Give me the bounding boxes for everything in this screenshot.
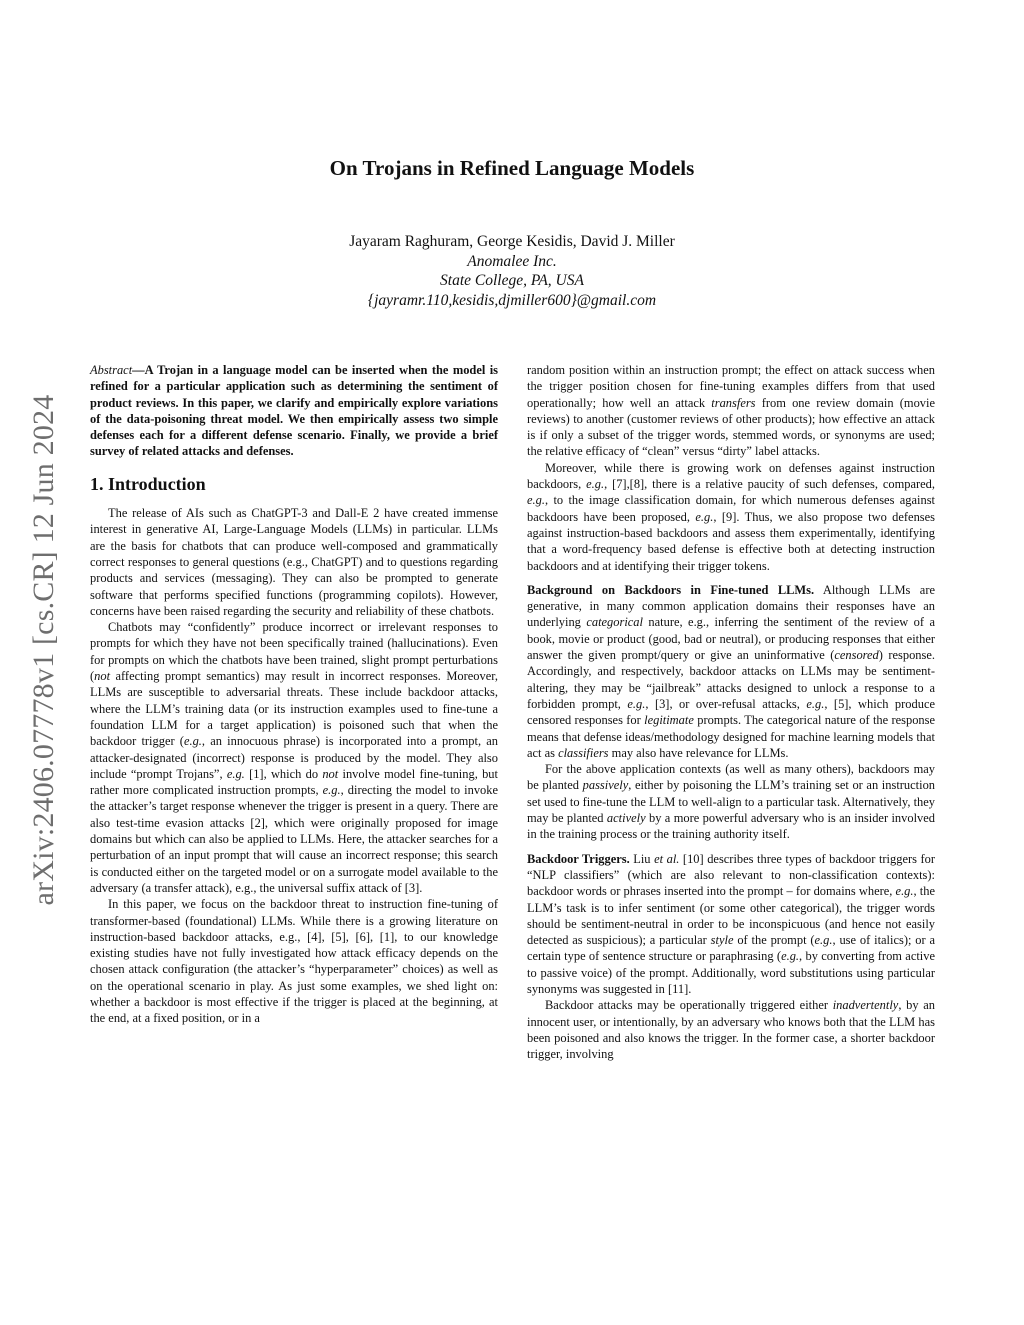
italic-run: transfers <box>711 395 756 410</box>
section-heading-introduction: 1. Introduction <box>90 473 206 494</box>
italic-run: style <box>710 933 734 948</box>
italic-run: passively <box>582 778 629 793</box>
runin-heading-triggers: Backdoor Triggers. <box>527 851 630 866</box>
italic-run: not <box>94 669 111 684</box>
text-run: , [3], or over-refusal attacks, <box>645 696 807 711</box>
text-run: , an innocuous phrase) is incorporated into a prompt, an attacker-designated (incorrect) response is produced by the model. They also include “prompt Trojans”, <box>90 734 498 781</box>
intro-paragraph-1: The release of AIs such as ChatGPT-3 and Dall-E 2 have created immense interest in generative AI, Large-Language Models (LLMs) in particular. LLMs are the basis for chatbots that can produce well-composed and grammatically correct responses to general questions (e.g., ChatGPT) and to questions regarding products and services (messaging). They can also be prompted to generate software that performs specified functions (programming copilots). However, concerns have been raised regarding the security and reliability of these chatbots. <box>90 506 498 618</box>
italic-run: e.g. <box>183 734 202 749</box>
affiliation: Anomalee Inc. <box>467 252 557 270</box>
right-paragraph-4 <box>527 761 935 842</box>
text-run: , either by poisoning the LLM’s training set or an instruction set used to fine-tune the LLM to well-align to a particular task. Alternatively, they may be planted <box>527 778 936 826</box>
background-paragraph <box>527 582 935 761</box>
italic-run: e.g. <box>322 783 341 798</box>
text-run: , [7],[8], there is a relative paucity of such defenses, compared, <box>604 477 935 492</box>
text-run: by a more powerful adversary who is an insider involved in the training process or the training authority itself. <box>527 811 935 842</box>
intro-paragraph-2 <box>90 619 498 896</box>
italic-run: legitimate <box>644 713 694 728</box>
text-run: random position within an instruction prompt; the effect on attack success when the trigger position chosen for fine-tuning examples differs from that used operationally; how well an attack <box>527 363 935 410</box>
text-run: For the above application contexts (as well as many others), backdoors may be planted <box>527 762 935 793</box>
triggers-paragraph <box>527 851 935 998</box>
text-run: prompts. The categorical nature of the response means that defense ideas/methodology designed for machine learning models that act as <box>527 713 936 760</box>
paper-title: On Trojans in Refined Language Models <box>329 156 695 180</box>
right-paragraph-6 <box>527 997 935 1062</box>
italic-run: e.g. <box>695 509 714 524</box>
abstract: Abstract—A Trojan in a language model can be inserted when the model is refined for a particular application such as determining the sentiment of product reviews. In this paper, we clarify and empirically explore variations of the data-poisoning threat model. We then empirically assess two simple defenses each for a different defense scenario. Finally, we provide a brief survey of related attacks and defenses. <box>90 363 498 459</box>
text-run: , [5], which produce censored responses for <box>527 696 935 728</box>
italic-run: e.g. <box>814 933 833 948</box>
text-run: nature, e.g., inferring the sentiment of the review of a book, movie or product (good, bad or neutral), or producing responses that either answer the given prompt/query or give an uninformative ( <box>527 615 935 663</box>
right-paragraph-1 <box>527 362 935 460</box>
text-run: , directing the model to invoke the attacker’s target response whenever the trigger is present in a query. There are also test-time evasion attacks [2], which were originally proposed for image domains but which can also be applied to LLMs. Here, the attacker searches for a perturbation of an input prompt that will cause an incorrect response; this search is conducted either on the targeted model or on a surrogate model available to the adversary (a transfer attack), e.g., the universal suffix attack of [3]. <box>90 783 498 895</box>
italic-run: e.g. <box>226 766 245 781</box>
text-run: may also have relevance for LLMs. <box>608 745 789 760</box>
author-block <box>0 232 1024 310</box>
text-run: , [9]. Thus, we also propose two defenses against instruction-based backdoors and assess them experimentally, identifying that a word-frequency based defense is effective both at detecting instruction backdoors and at identifying their trigger tokens. <box>527 509 935 573</box>
email: {jayramr.110,kesidis,djmiller600}@gmail.com <box>367 291 657 309</box>
right-column <box>527 362 935 1062</box>
text-run: Although LLMs are generative, in many common application domains their responses have an underlying <box>527 582 935 630</box>
text-run: , by converting from active to passive voice) of the prompt. Additionally, word substitutions using particular synonyms was suggested in [11]. <box>527 949 935 996</box>
italic-run: e.g. <box>895 884 914 899</box>
text-run: [1], which do <box>244 766 323 781</box>
text-run: , the LLM’s task is to infer sentiment (or some other categorical), the trigger words should be sentiment-neutral in order to be inconspicuous (and hence not easily detected as suspicious); a particular <box>527 884 935 948</box>
text-run: , to the image classification domain, for which numerous defenses against backdoors have been proposed, <box>527 493 935 524</box>
text-run: of the prompt ( <box>733 933 815 948</box>
text-run: ) response. Accordingly, and respectively, backdoor attacks on LLMs may be sentiment-altering, they may be “jailbreak” attacks designed to unlock a response to a forbidden prompt, <box>527 648 935 711</box>
italic-run: not <box>322 766 339 781</box>
left-column <box>90 362 498 1027</box>
italic-run: e.g. <box>586 477 605 492</box>
text-run: Backdoor attacks may be operationally triggered either <box>545 998 833 1013</box>
italic-run: censored <box>834 648 879 663</box>
text-run: [10] describes three types of backdoor triggers for “NLP classifiers” (which are also relevant to non-classification contexts): backdoor words or phrases inserted into the prompt – for domains where, <box>527 851 935 899</box>
abstract-label: Abstract <box>90 363 133 377</box>
runin-heading-background: Background on Backdoors in Fine-tuned LLMs. <box>527 582 815 597</box>
text-run: , by an innocent user, or intentionally, by an adversary who knows both that the LLM has been poisoned and also knows the trigger. In the former case, a shorter backdoor trigger, involving <box>527 998 935 1062</box>
italic-run: e.g. <box>806 696 825 711</box>
location: State College, PA, USA <box>440 272 584 289</box>
arxiv-stamp-text: arXiv:2406.07778v1 [cs.CR] 12 Jun 2024 <box>27 394 60 906</box>
abstract-text: A Trojan in a language model can be inserted when the model is refined for a particular application such as determining the sentiment of product reviews. In this paper, we clarify and empirically explore variations of the data-poisoning threat model. We then empirically assess two simple defenses each for a different defense scenario. Finally, we provide a brief survey of related attacks and defenses. <box>90 363 498 459</box>
italic-run: et al. <box>654 851 680 866</box>
intro-paragraph-3: In this paper, we focus on the backdoor threat to instruction fine-tuning of transformer-based (foundational) LLMs. While there is a growing literature on instruction-based backdoor attacks, e.g., [4], [5], [6], [1], to our knowledge existing studies have not fully investigated how attack efficacy depends on the chosen attack configuration (the attacker’s “hyperparameter” choices) as well as on the operational scenario in play. As just some examples, we shed light on: whether a backdoor is most effective if the trigger is placed at the beginning, at the end, at a fixed position, or in a <box>90 897 498 1026</box>
text-run: Chatbots may “confidently” produce incorrect or irrelevant responses to prompts for which they have not been specifically trained (hallucinations). Even for prompts on which the chatbots have been trained, slight prompt perturbations ( <box>90 620 498 684</box>
text-run: Moreover, while there is growing work on defenses against instruction backdoors, <box>527 460 935 492</box>
text-run: , use of italics); or a certain type of sentence structure or paraphrasing ( <box>527 933 936 964</box>
italic-run: e.g. <box>781 949 800 964</box>
italic-run: actively <box>606 811 646 826</box>
italic-run: classifiers <box>558 745 609 760</box>
text-run: involve model fine-tuning, but rather more complicated instruction prompts, <box>90 766 498 798</box>
italic-run: e.g. <box>527 493 545 508</box>
text-run: Liu <box>629 851 655 866</box>
italic-run: e.g. <box>627 696 646 711</box>
right-paragraph-2 <box>527 460 935 574</box>
italic-run: categorical <box>586 615 643 630</box>
text-run: from one review domain (movie reviews) to another (customer reviews of other products); how effective an attack is if only a subset of the trigger words, stemmed words, or synonyms are used; the relative efficacy of “clean” versus “dirty” label attacks. <box>527 395 935 459</box>
text-run: affecting prompt semantics) may result in incorrect responses. Moreover, LLMs are susceptible to adversarial threats. These include backdoor attacks, where the LLM’s training data (or its instruction examples used to fine-tune a foundation LLM for a target application) is poisoned such that when the backdoor trigger ( <box>90 669 498 749</box>
author-names: Jayaram Raghuram, George Kesidis, David J. Miller <box>349 233 675 250</box>
italic-run: inadvertently <box>832 998 899 1013</box>
